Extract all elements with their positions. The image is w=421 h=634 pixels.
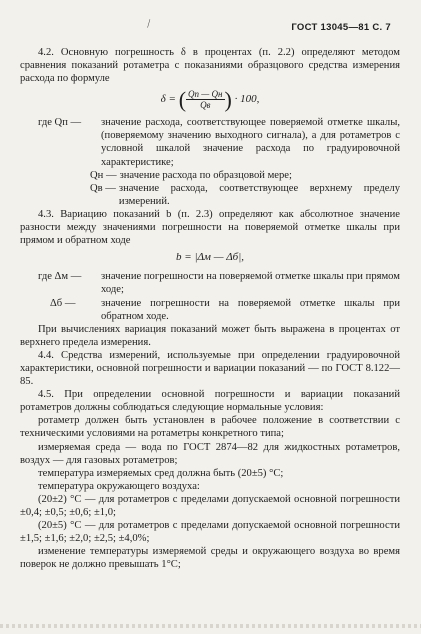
definition-qv [20,182,400,208]
definition-symbol: где Qп — [38,117,82,129]
formula-fraction [186,89,224,110]
definition-symbol: где Δм — [38,271,82,283]
condition-item: изменение температуры измеряемой среды и окружающего воздуха во время поверок не должно превышать 1°С; [20,546,400,571]
condition-item: измеряемая среда — вода по ГОСТ 2874—82 для жидкостных ротаметров, воздух — для газовых ротаметров; [20,441,400,466]
definition-qp [20,116,400,168]
paragraph-variation: При вычислениях вариация показаний может быть выражена в процентах от верхнего предела измерения. [20,323,400,348]
definition-delta-m [20,270,400,296]
definition-text: значение расхода, соответствующее верхнему пределу измерений. [118,182,400,207]
formula-lparen: ( [178,87,187,113]
paragraph-4-3: 4.3. Вариацию показаний b (п. 2.3) определяют как абсолютное значение разности между значениями погрешности на поверяемой отметке шкалы при прямом и обратном ходе [20,208,400,247]
definition-text: значение погрешности на поверяемой отметке шкалы при обратном ходе. [101,297,400,322]
page-header: ГОСТ 13045—81 С. 7 [291,22,391,33]
paragraph-4-4: 4.4. Средства измерений, используемые при определении градуировочной характеристики, основной погрешности и вариации показаний — по ГОСТ 8.122—85. [20,349,400,388]
definition-symbol: Qв — [90,182,116,194]
definition-delta-b [20,297,400,323]
definition-text: значение расхода по образцовой мере; [119,169,292,181]
formula-denominator: Qв [200,100,211,111]
condition-item: температура измеряемых сред должна быть (20±5) °С; [38,467,284,479]
definition-text: значение расхода, соответствующее поверяемой отметке шкалы, (поверяемому значению выходного сигнала), а для ротаметров с условной шкалой значение расхода по градуировочной характеристике; [101,117,400,168]
document-body [20,46,400,571]
formula-delta-left: δ = [160,93,179,106]
formula-delta-right: · 100, [231,93,260,106]
formula-delta [20,87,400,113]
definition-symbol: Δб — [50,297,76,309]
paragraph-4-5: 4.5. При определении основной погрешности и вариации показаний ротаметров должны соблюдаться следующие нормальные условия: [20,389,400,414]
paragraph-4-2: 4.2. Основную погрешность δ в процентах (п. 2.2) определяют методом сравнения показаний ротаметра с показаниями образцового средства измерения расхода по формуле [20,47,400,85]
definition-symbol: Qн — [90,169,117,181]
definition-text: значение погрешности на поверяемой отметке шкалы при прямом ходе; [101,271,400,296]
formula-numerator: Qп — Qн [188,89,223,100]
condition-item: ротаметр должен быть установлен в рабочее положение в соответствии с техническими условиями на ротаметры конкретного типа; [20,415,400,440]
condition-item: температура окружающего воздуха: [38,480,200,492]
condition-item: (20±2) °С — для ротаметров с пределами допускаемой основной погрешности ±0,4; ±0,5; ±0,6; ±1,0; [20,493,400,518]
definition-qn [20,169,400,182]
condition-item: (20±5) °С — для ротаметров с пределами допускаемой основной погрешности ±1,5; ±1,6; ±2,0; ±2,5; ±4,0%; [20,520,400,545]
margin-mark: ⁄ [146,18,152,30]
formula-b: b = |Δм — Δб|, [176,251,244,264]
formula-rparen: ) [224,87,232,113]
bottom-edge-divider [0,624,421,628]
